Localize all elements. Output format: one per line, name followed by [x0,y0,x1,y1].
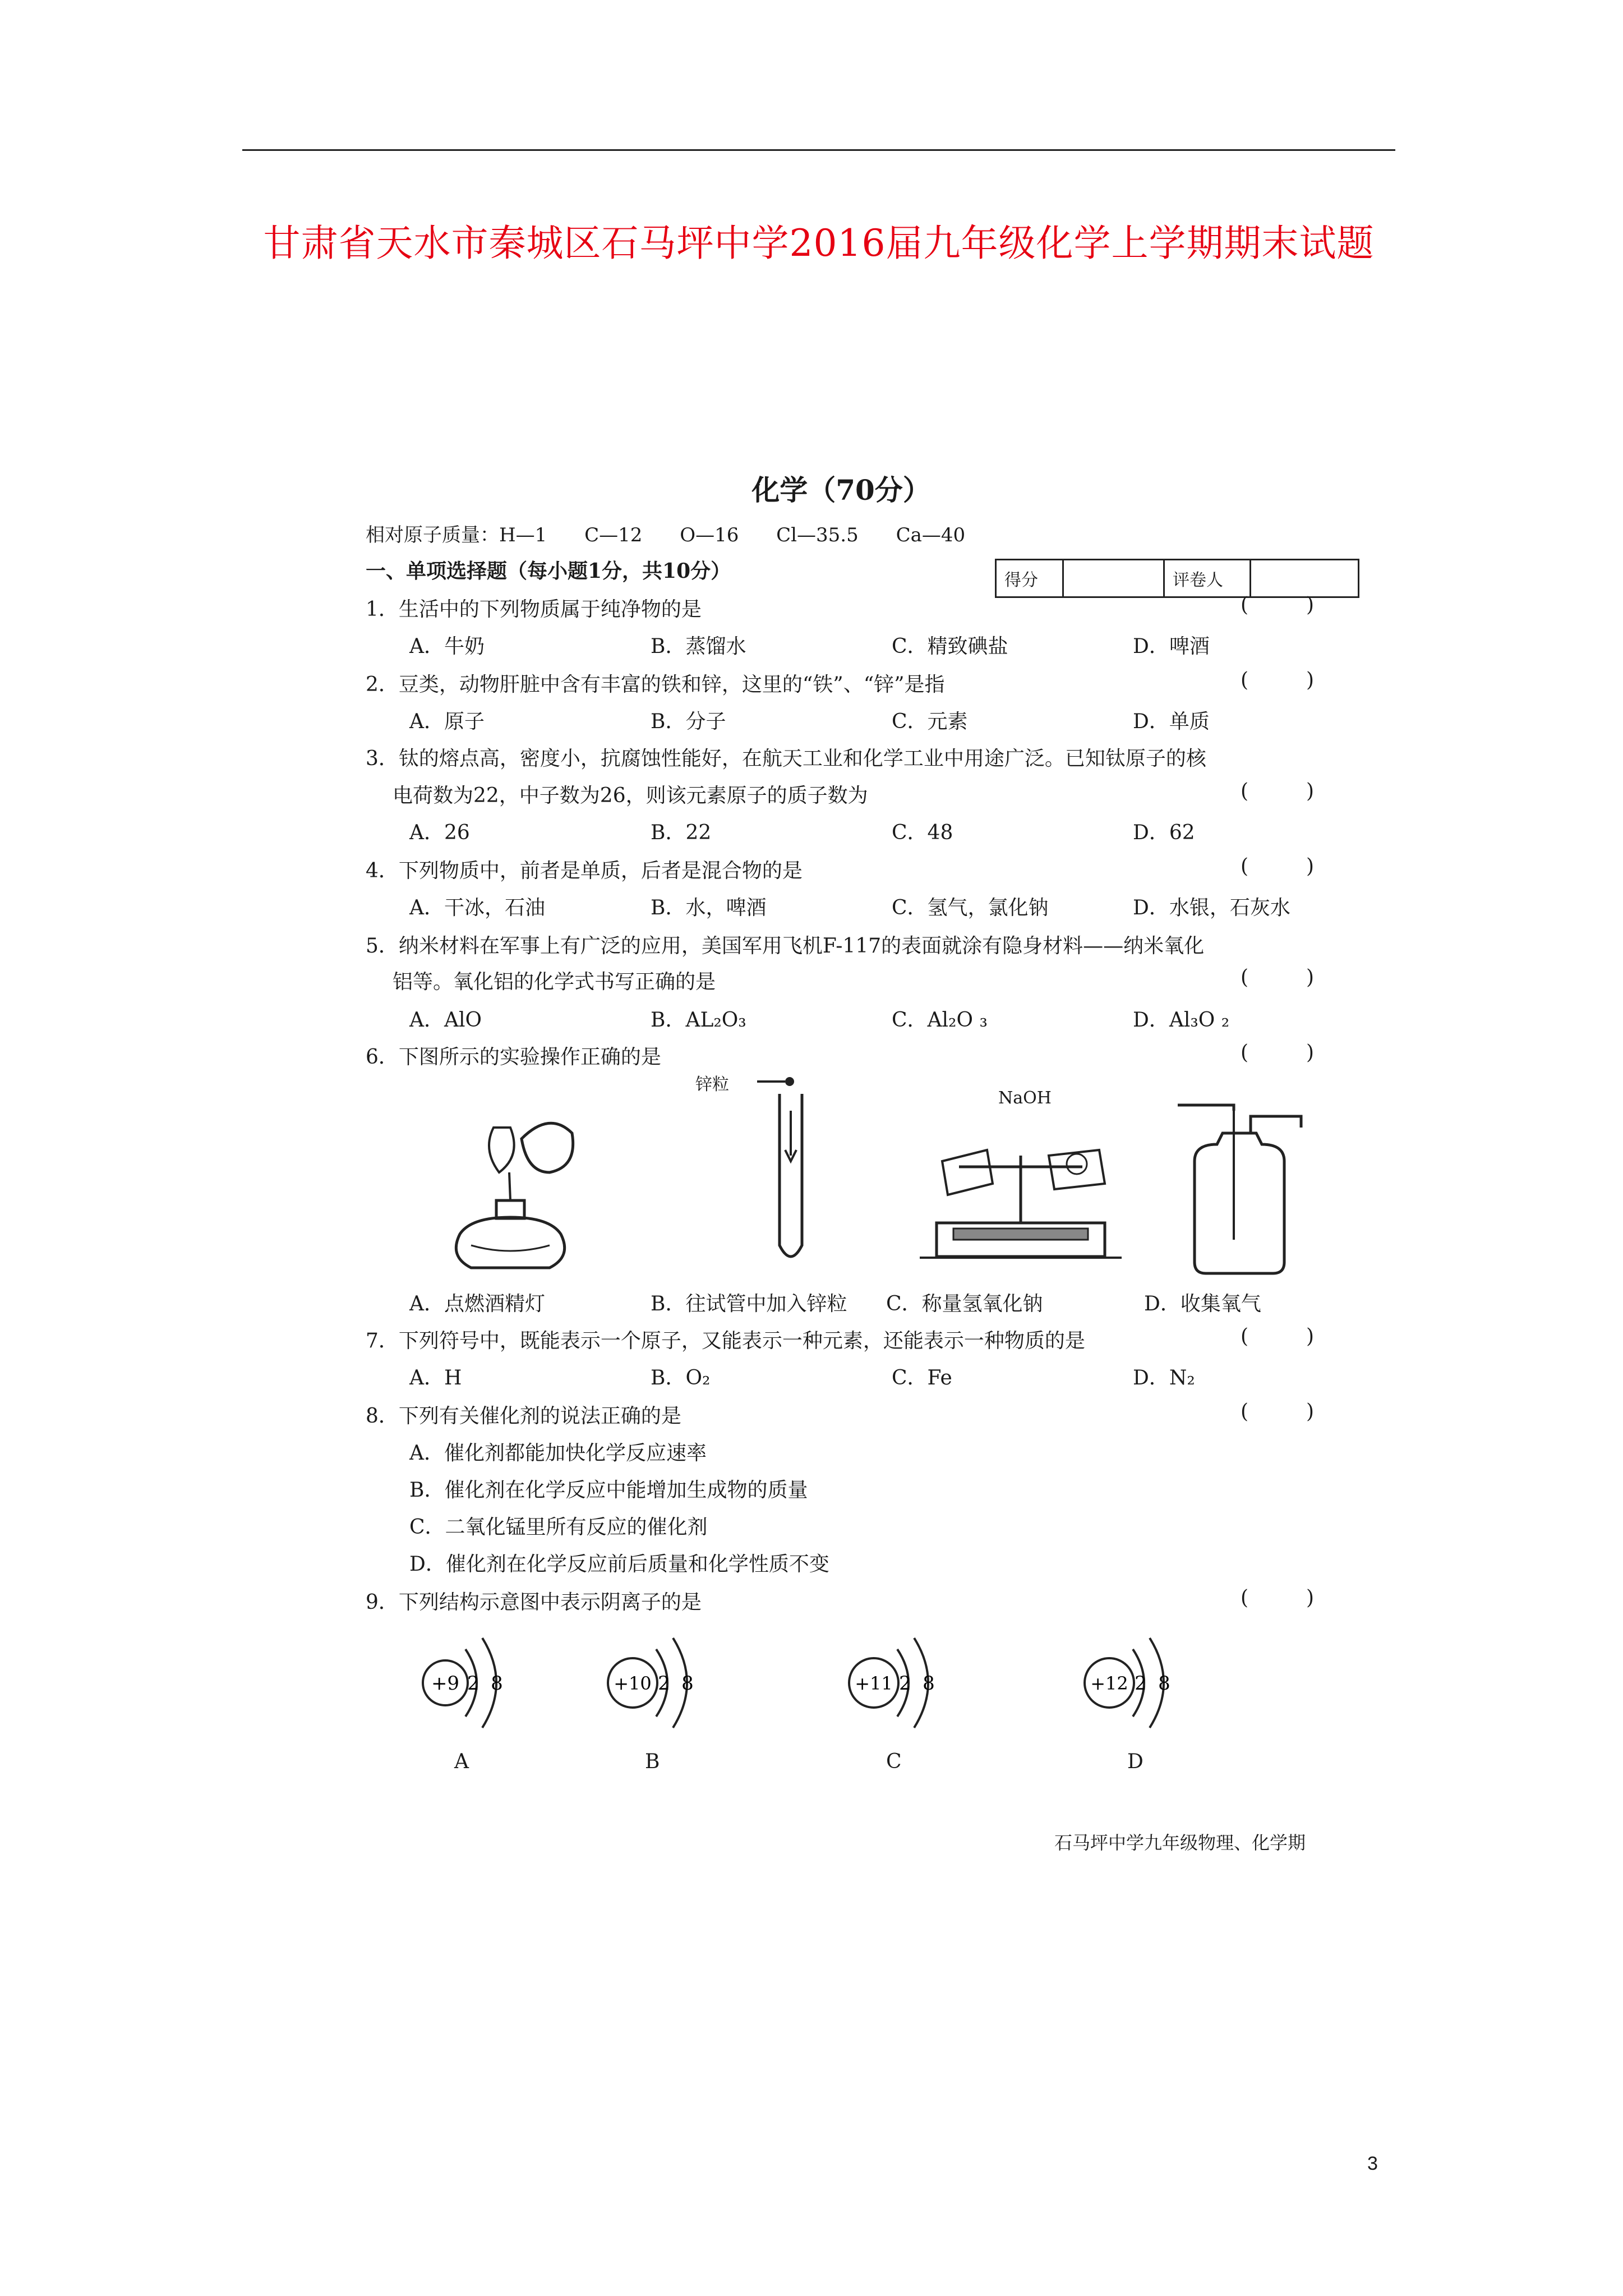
zinc-label: 锌粒 [695,1075,729,1094]
option: C．称量氢氧化钠 [886,1292,1043,1315]
section-heading: 一、单项选择题（每小题1分，共10分） [366,559,731,583]
atomic-mass-cl: Cl—35.5 [776,524,859,546]
page-number: 3 [1367,2153,1378,2174]
shell-electrons: 2 [1135,1672,1147,1695]
nucleus-charge: +12 [1090,1673,1128,1694]
option: B．分子 [651,710,726,733]
option: B．水，啤酒 [651,896,767,919]
option: C．48 [892,821,953,844]
answer-bracket: ( ) [1241,1325,1315,1348]
option: A．点燃酒精灯 [409,1292,545,1315]
option: C．元素 [892,710,968,733]
diagram-label: B [645,1750,660,1773]
question-3-stem-cont: 电荷数为22，中子数为26，则该元素原子的质子数为 [393,784,868,807]
option: A．26 [409,821,470,844]
option: B．AL₂O₃ [651,1009,746,1032]
ion-diagram-d [1077,1627,1200,1739]
shell-electrons: 2 [467,1672,479,1695]
option: B．22 [651,821,712,844]
score-label: 得分 [997,560,1064,596]
question-5-stem: 5．纳米材料在军事上有广泛的应用，美国军用飞机F-117的表面就涂有隐身材料——纳米氧化 [366,935,1205,958]
nucleus-charge: +10 [614,1673,652,1694]
answer-bracket: ( ) [1241,1400,1315,1423]
answer-bracket: ( ) [1241,669,1315,692]
option: D．62 [1133,821,1195,844]
naoh-label: NaOH [998,1088,1052,1108]
question-9-stem: 9．下列结构示意图中表示阴离子的是 [366,1591,702,1614]
answer-bracket: ( ) [1241,966,1315,989]
question-6-stem: 6．下图所示的实验操作正确的是 [366,1046,661,1069]
shell-electrons: 2 [899,1672,911,1695]
option: D．收集氧气 [1144,1292,1261,1315]
answer-bracket: ( ) [1241,780,1315,803]
question-2-stem: 2．豆类，动物肝脏中含有丰富的铁和锌，这里的“铁”、“锌”是指 [366,673,945,696]
top-rule [242,149,1395,151]
option: B．催化剂在化学反应中能增加生成物的质量 [409,1479,808,1502]
shell-electrons: 8 [923,1672,935,1695]
footer-note: 石马坪中学九年级物理、化学期 [1054,1832,1306,1853]
atomic-mass-o: O—16 [680,524,739,546]
option: D．水银，石灰水 [1133,896,1290,919]
grader-cell [1251,560,1358,596]
ion-diagram-a [415,1627,527,1739]
score-box [995,559,1359,598]
document-title: 甘肃省天水市秦城区石马坪中学2016届九年级化学上学期期末试题 [263,222,1375,265]
option: C．Fe [892,1366,952,1389]
answer-bracket: ( ) [1241,1041,1315,1064]
question-7-stem: 7．下列符号中，既能表示一个原子，又能表示一种元素，还能表示一种物质的是 [366,1329,1085,1352]
nucleus-charge: +9 [431,1672,460,1695]
option: A．干冰，石油 [409,896,545,919]
option: D．啤酒 [1133,635,1210,658]
option: C．Al₂O ₃ [892,1009,988,1032]
option: A．AlO [409,1009,482,1032]
exam-title: 化学（70分） [751,473,931,507]
diagram-label: A [454,1750,469,1773]
answer-bracket: ( ) [1241,1586,1315,1609]
ion-diagram-b [600,1627,723,1739]
grader-label: 评卷人 [1165,560,1251,596]
option: C．氢气，氯化钠 [892,896,1049,919]
shell-electrons: 8 [681,1672,694,1695]
shell-electrons: 8 [1158,1672,1170,1695]
option: B．往试管中加入锌粒 [651,1292,847,1315]
option: B．蒸馏水 [651,635,746,658]
option: C．精致碘盐 [892,635,1008,658]
option: D．单质 [1133,710,1210,733]
diagram-label: D [1127,1750,1144,1773]
answer-bracket: ( ) [1241,855,1315,878]
question-8-stem: 8．下列有关催化剂的说法正确的是 [366,1405,681,1428]
ion-diagram-c [841,1627,965,1739]
atomic-mass-h: 相对原子质量：H—1 [366,524,547,546]
shell-electrons: 8 [491,1672,503,1695]
option: A．催化剂都能加快化学反应速率 [409,1442,707,1465]
nucleus-charge: +11 [855,1673,893,1694]
answer-bracket: ( ) [1241,593,1315,616]
question-5-stem-cont: 铝等。氧化铝的化学式书写正确的是 [393,970,716,993]
option: D．Al₃O ₂ [1133,1009,1230,1032]
shell-electrons: 2 [658,1672,670,1695]
option: C．二氧化锰里所有反应的催化剂 [409,1516,708,1539]
question-1-stem: 1．生活中的下列物质属于纯净物的是 [366,598,702,621]
atomic-mass-ca: Ca—40 [896,524,966,546]
question-3-stem: 3．钛的熔点高，密度小，抗腐蚀性能好，在航天工业和化学工业中用途广泛。已知钛原子的核 [366,747,1206,770]
option: D．N₂ [1133,1366,1195,1389]
diagram-label: C [886,1750,902,1773]
question-4-stem: 4．下列物质中，前者是单质，后者是混合物的是 [366,859,803,882]
scanned-exam-page [336,449,1391,1907]
option: B．O₂ [651,1366,711,1389]
atomic-masses [366,519,997,547]
option: A．牛奶 [409,635,485,658]
balance-figure [920,1111,1122,1279]
option: D．催化剂在化学反应前后质量和化学性质不变 [409,1553,829,1576]
option: A．H [409,1366,462,1389]
atomic-mass-c: C—12 [584,524,643,546]
option: A．原子 [409,710,485,733]
test-tube-figure [757,1066,824,1279]
gas-bottle-figure [1172,1094,1307,1279]
score-cell [1064,560,1165,596]
alcohol-lamp-figure [437,1105,583,1273]
